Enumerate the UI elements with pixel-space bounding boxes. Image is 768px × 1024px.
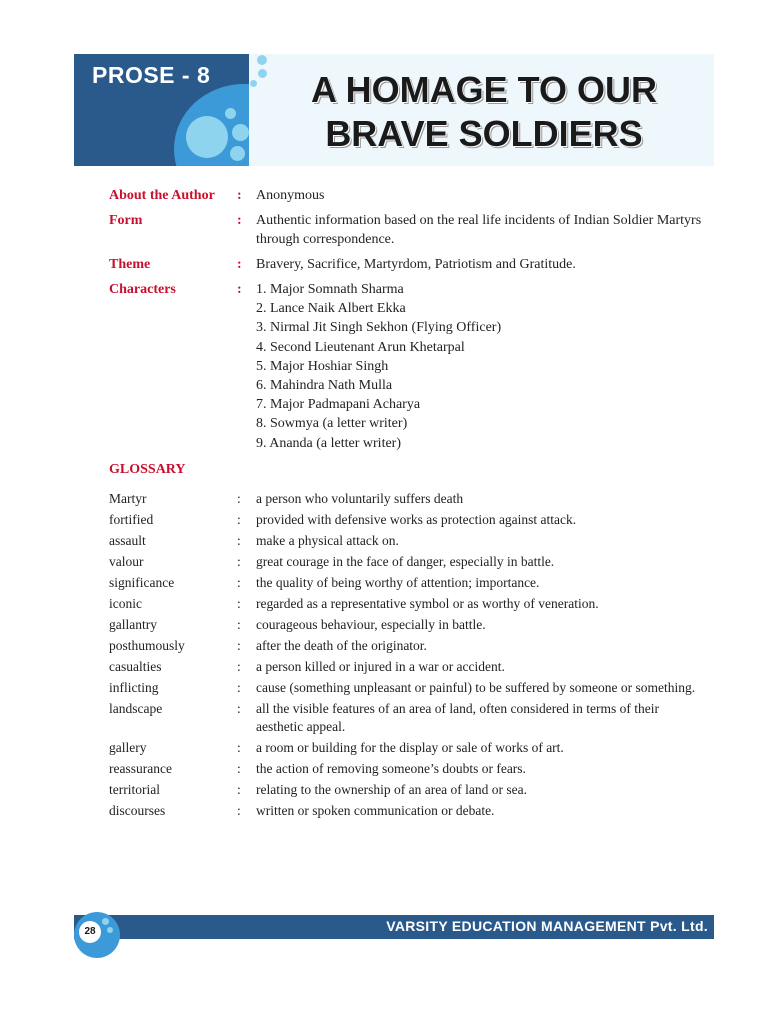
- character-list: [256, 280, 719, 453]
- info-colon: :: [237, 213, 242, 228]
- glossary-definition: cause (something unpleasant or painful) to be suffered by someone or something.: [256, 680, 696, 695]
- bubble-icon: [258, 69, 267, 78]
- glossary-colon: :: [237, 803, 241, 818]
- info-colon: :: [237, 257, 242, 272]
- glossary-definition: provided with defensive works as protection against attack.: [256, 512, 577, 527]
- glossary-row: [109, 700, 709, 736]
- glossary-term: discourses: [109, 803, 166, 818]
- glossary-colon: :: [237, 617, 241, 632]
- info-section: [109, 186, 719, 459]
- footer-bar: [74, 915, 714, 939]
- glossary-term: fortified: [109, 512, 154, 527]
- glossary-term: inflicting: [109, 680, 159, 695]
- info-label: Form: [109, 213, 143, 228]
- glossary-colon: :: [237, 533, 241, 548]
- info-row-author: [109, 186, 719, 205]
- glossary-definition: the action of removing someone’s doubts or fears.: [256, 761, 526, 776]
- glossary-term: Martyr: [109, 491, 147, 506]
- bubble-icon: [186, 116, 228, 158]
- glossary-definition: the quality of being worthy of attention; importance.: [256, 575, 540, 590]
- publisher-name: VARSITY EDUCATION MANAGEMENT Pvt. Ltd.: [386, 918, 708, 934]
- glossary-definition: a room or building for the display or sale of works of art.: [256, 740, 564, 755]
- info-label: About the Author: [109, 188, 215, 203]
- glossary-definition: a person killed or injured in a war or accident.: [256, 659, 505, 674]
- glossary-row: [109, 574, 709, 592]
- info-value: Anonymous: [256, 188, 325, 203]
- info-label: Theme: [109, 257, 151, 272]
- glossary-definition: all the visible features of an area of land, often considered in terms of their aesthetic appeal.: [256, 701, 659, 734]
- header-banner: [74, 54, 714, 166]
- glossary-term: valour: [109, 554, 144, 569]
- glossary-colon: :: [237, 596, 241, 611]
- info-label: Characters: [109, 282, 176, 297]
- glossary-row: [109, 658, 709, 676]
- glossary-definition: great courage in the face of danger, especially in battle.: [256, 554, 555, 569]
- bubble-icon: [107, 927, 113, 933]
- glossary-term: gallery: [109, 740, 147, 755]
- glossary-colon: :: [237, 701, 241, 716]
- list-item: 3. Nirmal Jit Singh Sekhon (Flying Officer): [256, 320, 502, 336]
- glossary-term: assault: [109, 533, 146, 548]
- glossary-definition: relating to the ownership of an area of land or sea.: [256, 782, 528, 797]
- glossary-colon: :: [237, 575, 241, 590]
- bubble-icon: [102, 918, 109, 925]
- page-number: 28: [79, 921, 101, 943]
- list-item: 1. Major Somnath Sharma: [256, 282, 404, 297]
- bubble-icon: [230, 146, 245, 161]
- glossary-definition: a person who voluntarily suffers death: [256, 491, 464, 506]
- banner-blue-panel: [74, 54, 249, 166]
- bubble-icon: [225, 108, 236, 119]
- glossary-term: landscape: [109, 701, 163, 716]
- info-value: Authentic information based on the real life incidents of Indian Soldier Martyrs through correspondence.: [256, 213, 702, 247]
- glossary-definition: make a physical attack on.: [256, 533, 399, 548]
- glossary-colon: :: [237, 740, 241, 755]
- glossary-list: [109, 490, 709, 823]
- list-item: 9. Ananda (a letter writer): [256, 435, 401, 451]
- list-item: 8. Sowmya (a letter writer): [256, 416, 408, 432]
- glossary-row: [109, 616, 709, 634]
- glossary-definition: written or spoken communication or debate.: [256, 803, 495, 818]
- info-colon: :: [237, 188, 242, 203]
- glossary-term: territorial: [109, 782, 160, 797]
- title-line-1: A HOMAGE TO OUR: [310, 69, 657, 110]
- page-title: [274, 68, 694, 156]
- glossary-term: iconic: [109, 596, 142, 611]
- glossary-row: [109, 490, 709, 508]
- glossary-row: [109, 781, 709, 799]
- list-item: 6. Mahindra Nath Mulla: [256, 378, 393, 394]
- glossary-colon: :: [237, 512, 241, 527]
- info-colon: :: [237, 282, 242, 297]
- glossary-term: significance: [109, 575, 175, 590]
- glossary-row: [109, 679, 709, 697]
- bubble-icon: [250, 80, 257, 87]
- glossary-colon: :: [237, 491, 241, 506]
- glossary-term: casualties: [109, 659, 162, 674]
- glossary-definition: after the death of the originator.: [256, 638, 427, 653]
- glossary-row: [109, 637, 709, 655]
- bubble-icon: [232, 124, 249, 141]
- prose-label: PROSE - 8: [92, 62, 211, 88]
- bubble-icon: [257, 55, 267, 65]
- glossary-row: [109, 760, 709, 778]
- info-value: Bravery, Sacrifice, Martyrdom, Patriotism and Gratitude.: [256, 257, 576, 272]
- glossary-colon: :: [237, 659, 241, 674]
- glossary-row: [109, 553, 709, 571]
- glossary-term: reassurance: [109, 761, 172, 776]
- glossary-term: posthumously: [109, 638, 185, 653]
- glossary-term: gallantry: [109, 617, 157, 632]
- title-line-2: BRAVE SOLDIERS: [325, 113, 643, 154]
- list-item: 7. Major Padmapani Acharya: [256, 397, 421, 413]
- glossary-definition: courageous behaviour, especially in battle.: [256, 617, 486, 632]
- glossary-definition: regarded as a representative symbol or as worthy of veneration.: [256, 596, 599, 611]
- info-row-theme: [109, 255, 719, 274]
- list-item: 5. Major Hoshiar Singh: [256, 358, 389, 374]
- glossary-colon: :: [237, 554, 241, 569]
- glossary-row: [109, 532, 709, 550]
- glossary-row: [109, 802, 709, 820]
- glossary-row: [109, 595, 709, 613]
- glossary-colon: :: [237, 680, 241, 695]
- glossary-row: [109, 739, 709, 757]
- glossary-heading: GLOSSARY: [109, 462, 186, 477]
- glossary-colon: :: [237, 638, 241, 653]
- list-item: 2. Lance Naik Albert Ekka: [256, 301, 406, 317]
- info-row-form: [109, 211, 719, 249]
- glossary-colon: :: [237, 782, 241, 797]
- info-row-characters: [109, 280, 719, 453]
- glossary-row: [109, 511, 709, 529]
- glossary-colon: :: [237, 761, 241, 776]
- list-item: 4. Second Lieutenant Arun Khetarpal: [256, 339, 465, 355]
